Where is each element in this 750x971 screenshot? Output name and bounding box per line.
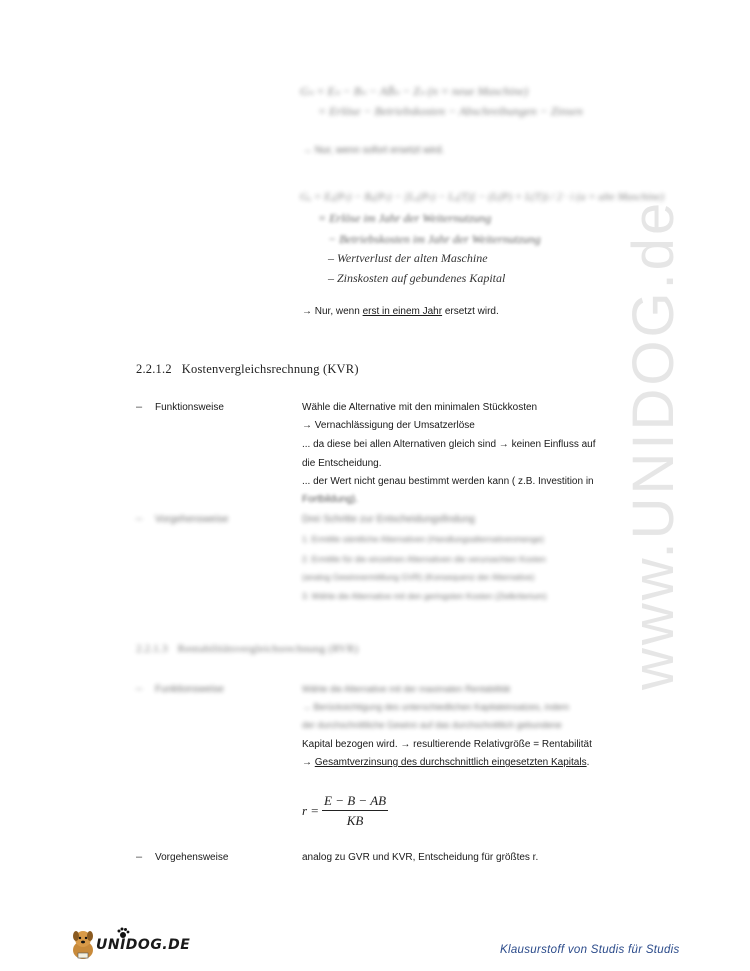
heading-rvr-title: Rentabilitätsvergleichsrechnung (RVR) xyxy=(177,643,359,655)
kvr-item2-step2: 2. Ermittle für die einzelnen Alternativen die verursachten Kosten xyxy=(302,554,546,564)
rvr-item1-line3: der durchschnittliche Gewinn auf das durchschnittlich gebundene xyxy=(302,720,562,730)
rvr-line5-underlined: Gesamtverzinsung des durchschnittlich eingesetzten Kapitals xyxy=(314,757,587,768)
rvr-item1-line5 xyxy=(302,753,589,772)
rvr-item2-label: Vorgehensweise xyxy=(155,852,229,863)
rvr-item1-line4: Kapital bezogen wird. → resultierende Relativgröße = Rentabilität xyxy=(302,739,592,750)
note-sofort: → Nur, wenn sofort ersetzt wird. xyxy=(302,145,445,156)
kvr-item2-dash: – xyxy=(136,513,143,525)
heading-kvr-number: 2.2.1.2 xyxy=(136,362,172,376)
note-erst-in-einem-jahr xyxy=(302,302,499,321)
formula-gn-line2: = Erlöse − Betriebskosten − Abschreibungen − Zinsen xyxy=(318,104,583,118)
dog-mascot-icon xyxy=(68,928,98,962)
heading-kvr xyxy=(136,362,359,377)
formula-fraction-bar xyxy=(322,810,388,811)
kvr-item2-label: Vorgehensweise xyxy=(155,514,229,525)
kvr-item1-line3: ... da diese bei allen Alternativen gleich sind → keinen Einfluss auf xyxy=(302,439,596,450)
heading-rvr xyxy=(136,643,358,655)
formula-lhs: r = xyxy=(302,803,320,818)
kvr-item2-step1: 1. Ermittle sämtliche Alternativen (Handlungsalternativenmenge) xyxy=(302,534,544,544)
kvr-item1-line4: die Entscheidung. xyxy=(302,458,382,469)
rvr-item1-line1: Wähle die Alternative mit der maximalen Rentabilität xyxy=(302,684,511,694)
formula-ga-line3: − Betriebskosten im Jahr der Weiternutzung xyxy=(328,232,541,246)
formula-ga-line1: Gₐ = Eₐ(Pₜ) − Bₐ(Pₜ) − [Lₐ(Pₜ) − Lₐ(T)] − (L(P) + L(T)) / 2 · i (a = alte Maschine) xyxy=(300,191,665,203)
formula-gn-line1: Gₙ = Eₙ − Bₙ − AB̄ₙ − Zₙ (n = neue Maschine) xyxy=(300,84,529,98)
logo-text: UNIDOG.DE xyxy=(96,937,191,953)
kvr-item2-intro: Drei Schritte zur Entscheidungsfindung xyxy=(302,514,475,525)
unidog-logo xyxy=(68,928,191,962)
formula-denominator: KB xyxy=(346,813,364,828)
kvr-item1-line2: → Vernachlässigung der Umsatzerlöse xyxy=(302,420,475,431)
footer-tagline: Klausurstoff von Studis für Studis xyxy=(500,944,680,956)
kvr-item2-step3: 3. Wähle die Alternative mit den geringsten Kosten (Zielkriterium) xyxy=(302,591,547,601)
kvr-item1-dash: – xyxy=(136,401,143,413)
note2-underlined: erst in einem Jahr xyxy=(362,306,443,317)
formula-numerator: E − B − AB xyxy=(324,793,387,808)
heading-kvr-title: Kostenvergleichsrechnung (KVR) xyxy=(181,362,359,376)
kvr-item1-label: Funktionsweise xyxy=(155,402,224,413)
rvr-item2-text: analog zu GVR und KVR, Entscheidung für größtes r. xyxy=(302,852,539,863)
heading-rvr-number: 2.2.1.3 xyxy=(136,643,168,655)
formula-ga-line4: – Wertverlust der alten Maschine xyxy=(328,251,488,265)
kvr-item1-line6: Fortbildung). xyxy=(302,494,359,505)
note2-post: ersetzt wird. xyxy=(442,306,499,317)
kvr-item2-step2-cont: (analog Gewinnermittlung GVR) (Konsequenz der Alternative) xyxy=(302,572,535,582)
note2-pre: → Nur, wenn xyxy=(302,306,363,317)
rvr-item1-line2: → Berücksichtigung des unterschiedlichen Kapitaleinsatzes, indem xyxy=(302,702,570,712)
rvr-item1-label: Funktionsweise xyxy=(155,684,224,695)
formula-ga-line2: = Erlöse im Jahr der Weiternutzung xyxy=(318,211,492,225)
rvr-item1-dash: – xyxy=(136,683,143,695)
kvr-item1-line1: Wähle die Alternative mit den minimalen Stückkosten xyxy=(302,402,538,413)
watermark: www.UNIDOG.de xyxy=(621,199,686,690)
rvr-item2-dash: – xyxy=(136,851,143,863)
formula-ga-line5: – Zinskosten auf gebundenes Kapital xyxy=(328,271,506,285)
rvr-line5-pre: → xyxy=(302,757,315,768)
kvr-item1-line5: ... der Wert nicht genau bestimmt werden kann ( z.B. Investition in xyxy=(302,476,594,487)
rvr-line5-post: . xyxy=(586,757,590,768)
